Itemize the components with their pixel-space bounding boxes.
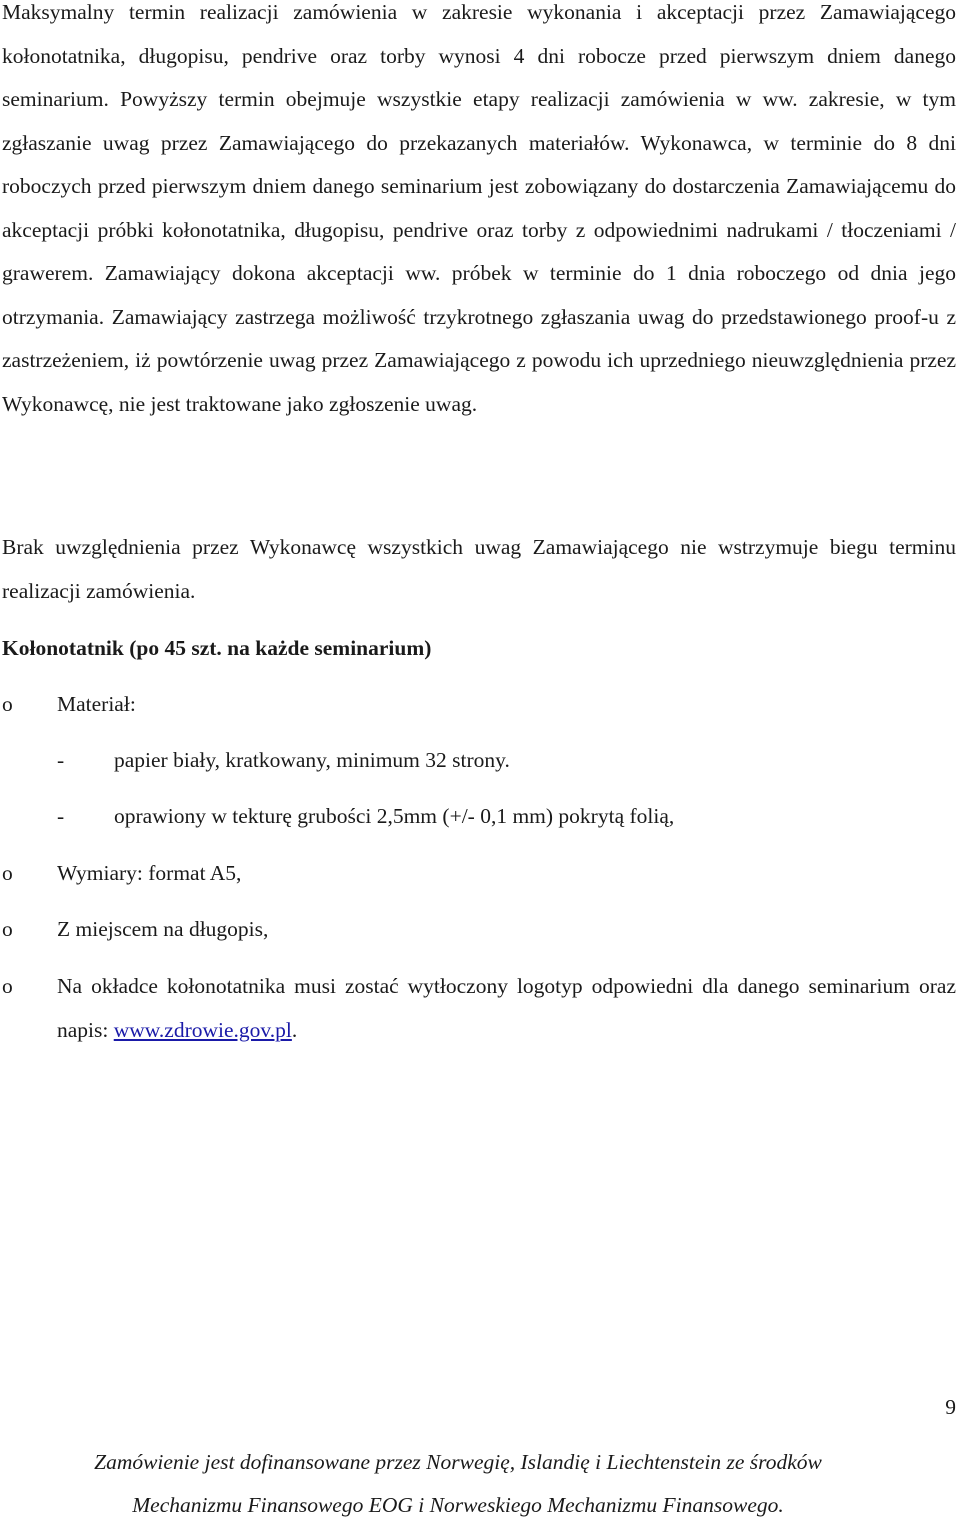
section-heading: Kołonotatnik (po 45 szt. na każde seminarium)	[2, 636, 432, 660]
material-item-paper: papier biały, kratkowany, minimum 32 strony.	[114, 748, 510, 772]
paragraph-comments: Brak uwzględnienia przez Wykonawcę wszystkich uwag Zamawiającego nie wstrzymuje biegu terminu realizacji zamówienia.	[2, 535, 956, 603]
footer-line-2: Mechanizmu Finansowego EOG i Norweskiego Mechanizmu Finansowego.	[132, 1493, 784, 1517]
bullet-marker: o	[2, 917, 13, 941]
bullet-marker: o	[2, 692, 13, 716]
material-item-cover: oprawiony w tekturę grubości 2,5mm (+/- 0,1 mm) pokrytą folią,	[114, 804, 675, 828]
footer-line-1: Zamówienie jest dofinansowane przez Norwegię, Islandię i Liechtenstein ze środków	[94, 1450, 822, 1474]
dimensions-item: Wymiary: format A5,	[57, 861, 242, 885]
pen-place-item: Z miejscem na długopis,	[57, 917, 269, 941]
bullet-marker: o	[2, 974, 13, 998]
website-link[interactable]: www.zdrowie.gov.pl	[113, 1018, 292, 1042]
paragraph-deadline	[2, 0, 956, 426]
paragraph-deadline-part-a: Maksymalny termin realizacji zamówienia w zakresie wykonania i akceptacji przez Zamawiającego kołonotatnika, długopisu, pendrive oraz torby wynosi 4 dni robocze przed pierwszym dniem danego seminarium. Powyższy termin obejmuje wszystkie etapy realizacji zamówienia w ww. zakresie, w tym zgłaszanie uwag przez Zamawiającego do przekazanych materiałów.	[2, 0, 956, 155]
cover-item-text: Na okładce kołonotatnika musi zostać wytłoczony logotyp odpowiedni dla danego seminarium oraz napis:	[57, 974, 956, 1042]
dash-marker: -	[57, 748, 65, 772]
bullet-marker: o	[2, 861, 13, 885]
paragraph-deadline-part-b: Wykonawca, w terminie do 8 dni roboczych przed pierwszym dniem danego seminarium jest zobowiązany do dostarczenia Zamawiającemu do akceptacji próbki kołonotatnika, długopisu, pendrive oraz torby z odpowiednimi nadrukami / tłoczeniami / grawerem. Zamawiający dokona akceptacji ww. próbek w terminie do 1 dnia roboczego od dnia jego otrzymania.	[2, 130, 956, 329]
cover-item-end: .	[291, 1018, 298, 1042]
page-number: 9	[945, 1395, 956, 1419]
cover-item	[57, 964, 956, 1052]
dash-marker: -	[57, 804, 65, 828]
paragraph-deadline-part-c: Zamawiający zastrzega możliwość trzykrotnego zgłaszania uwag do przedstawionego proof-u z zastrzeżeniem, iż powtórzenie uwag przez Zamawiającego z powodu ich uprzedniego nieuwzględnienia przez Wykonawcę, nie jest traktowane jako zgłoszenie uwag.	[2, 304, 956, 416]
material-label: Materiał:	[57, 692, 136, 716]
